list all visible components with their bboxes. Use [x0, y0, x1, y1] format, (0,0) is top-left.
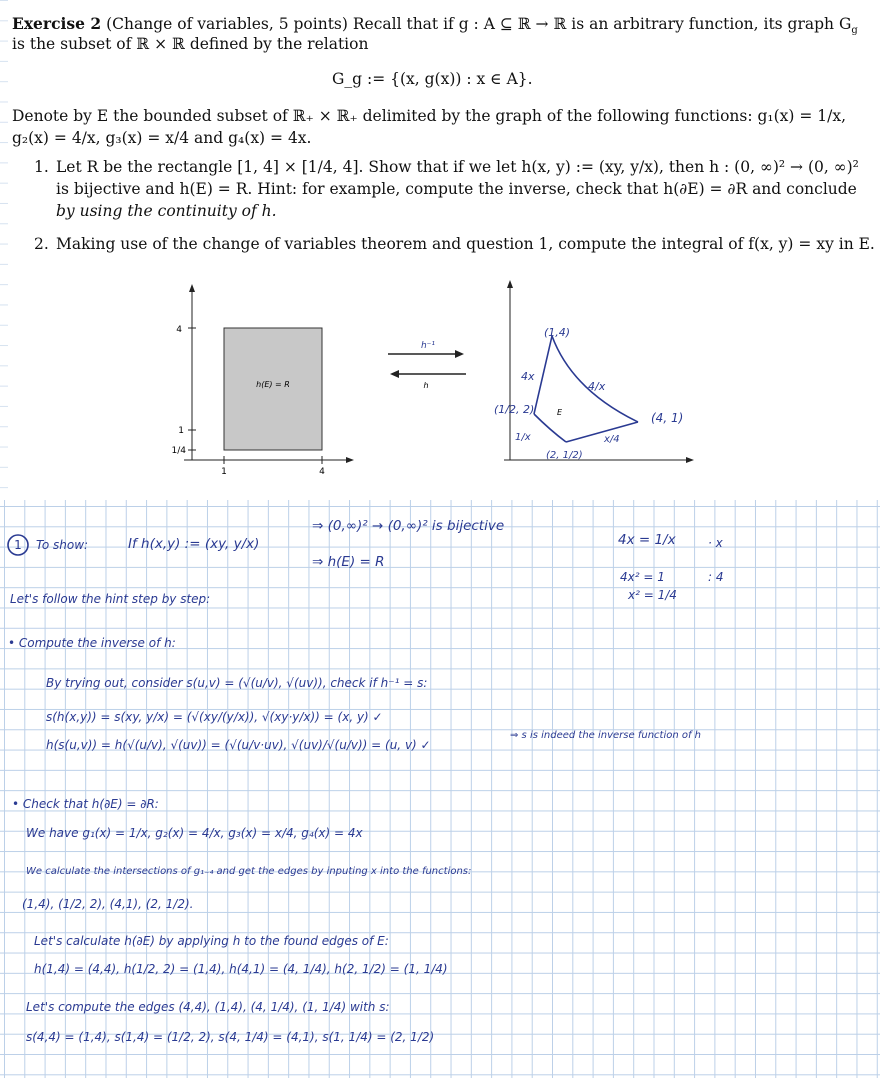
notes-if-h: If h(x,y) := (xy, y/x) — [128, 536, 260, 552]
notes-bullet-inverse: • Compute the inverse of h: — [8, 636, 176, 650]
label-4x: 4x — [521, 370, 535, 383]
curve-1-over-x — [534, 414, 566, 442]
rectangle-R — [224, 328, 322, 450]
side-bar-1: · x — [708, 536, 723, 550]
x-tick-4: 4 — [319, 467, 325, 477]
notes-grid — [0, 500, 880, 1078]
right-x-arrow-icon — [686, 457, 694, 463]
notes-intersections: We calculate the intersections of g₁₋₄ and get the edges by inputing x into the functions: — [26, 866, 472, 877]
notes-s-values: s(4,4) = (1,4), s(1,4) = (1/2, 2), s(4, 1/4) = (4,1), s(1, 1/4) = (2, 1/2) — [26, 1030, 435, 1044]
notes-s-of-h: s(h(x,y)) = s(xy, y/x) = (√(xy/(y/x)), √(xy·y/x)) = (x, y) ✓ — [46, 710, 383, 724]
exercise-intro-sub: g — [851, 25, 858, 37]
denote-line-1: Denote by E the bounded subset of ℝ₊ × ℝ₊ delimited by the graph of the following functions: g₁(x) = 1/x, — [12, 107, 847, 125]
question-2-text: Making use of the change of variables theorem and question 1, compute the integral of f(x, y) = xy in E. — [56, 235, 875, 253]
rect-label: h(E) = R — [256, 380, 290, 389]
circled-number-icon — [6, 533, 30, 557]
side-eq-2: 4x² = 1 — [620, 570, 665, 584]
exercise-intro: (Change of variables, 5 points) Recall that if g : A ⊆ ℝ → ℝ is an arbitrary function, its graph G — [106, 15, 852, 33]
question-1-line-2: is bijective and h(E) = R. Hint: for example, compute the inverse, check that h(∂E) = ∂R and conclude — [56, 180, 857, 198]
question-1-line-3: by using the continuity of h. — [56, 202, 277, 220]
notes-follow-hint: Let's follow the hint step by step: — [10, 592, 211, 606]
notes-calc-h-dE: Let's calculate h(∂E) by applying h to the found edges of E: — [34, 934, 389, 948]
label-left-point: (1/2, 2) — [494, 403, 535, 416]
notes-h-of-E: ⇒ h(E) = R — [312, 554, 385, 570]
question-1-number: 1. — [34, 158, 49, 176]
label-bottom-point: (2, 1/2) — [546, 450, 583, 461]
mapping-arrows — [388, 341, 466, 390]
y-tick-4: 4 — [176, 325, 182, 335]
notes-bullet-boundary: • Check that h(∂E) = ∂R: — [12, 797, 159, 811]
left-plot — [172, 284, 354, 477]
figure — [0, 270, 880, 500]
label-x-over-4: x/4 — [604, 434, 620, 445]
exercise-title: Exercise 2 — [12, 14, 102, 33]
right-y-arrow-icon — [507, 280, 513, 288]
notes-we-have: We have g₁(x) = 1/x, g₂(x) = 4/x, g₃(x) = x/4, g₄(x) = 4x — [26, 826, 363, 840]
arrow-top-label: h⁻¹ — [420, 341, 436, 351]
curve-4x — [534, 336, 552, 414]
side-bar-2: : 4 — [708, 570, 724, 584]
y-tick-quarter: 1/4 — [171, 446, 186, 456]
right-plot — [494, 280, 694, 463]
label-top-point: (1,4) — [544, 326, 571, 339]
label-right-point: (4, 1) — [651, 411, 684, 425]
notes-edges: (1,4), (1/2, 2), (4,1), (2, 1/2). — [22, 897, 194, 911]
right-arrow-icon — [455, 350, 464, 358]
denote-line-2: g₂(x) = 4/x, g₃(x) = x/4 and g₄(x) = 4x. — [12, 129, 312, 147]
exercise-intro-line — [12, 14, 858, 36]
curve-x-over-4 — [566, 422, 638, 442]
side-eq-1: 4x = 1/x — [618, 532, 676, 548]
y-tick-1: 1 — [178, 426, 184, 436]
exercise-sheet — [0, 0, 880, 500]
notes-inverse-conclusion: ⇒ s is indeed the inverse function of h — [510, 730, 702, 741]
label-E: E — [557, 408, 563, 417]
label-1-over-x: 1/x — [515, 432, 531, 443]
question-2-number: 2. — [34, 235, 49, 253]
label-4-over-x: 4/x — [588, 380, 606, 393]
notes-h-values: h(1,4) = (4,4), h(1/2, 2) = (1,4), h(4,1) = (4, 1/4), h(2, 1/2) = (1, 1/4) — [34, 962, 448, 976]
left-y-arrow-icon — [189, 284, 195, 292]
graph-formula: G_g := {(x, g(x)) : x ∈ A}. — [332, 70, 533, 88]
notes-h-of-s: h(s(u,v)) = h(√(u/v), √(uv)) = (√(u/v·uv), √(uv)/√(u/v)) = (u, v) ✓ — [46, 738, 431, 752]
question-1-line-1: Let R be the rectangle [1, 4] × [1/4, 4]. Show that if we let h(x, y) := (xy, y/x), then h : (0, ∞)² → (0, ∞)² — [56, 158, 859, 176]
x-tick-1: 1 — [221, 467, 227, 477]
circled-number: 1 — [14, 538, 22, 552]
exercise-intro-2: is the subset of ℝ × ℝ defined by the relation — [12, 35, 369, 53]
notes-trying: By trying out, consider s(u,v) = (√(u/v), √(uv)), check if h⁻¹ = s: — [46, 676, 428, 690]
notes-compute-edges: Let's compute the edges (4,4), (1,4), (4, 1/4), (1, 1/4) with s: — [26, 1000, 390, 1014]
curve-4-over-x — [552, 336, 638, 422]
arrow-bottom-label: h — [423, 381, 429, 390]
left-x-arrow-icon — [346, 457, 354, 463]
notes-to-show: To show: — [36, 538, 89, 552]
side-eq-3: x² = 1/4 — [628, 588, 677, 602]
notes-bijective: ⇒ (0,∞)² → (0,∞)² is bijective — [312, 518, 505, 534]
left-arrow-icon — [390, 370, 399, 378]
